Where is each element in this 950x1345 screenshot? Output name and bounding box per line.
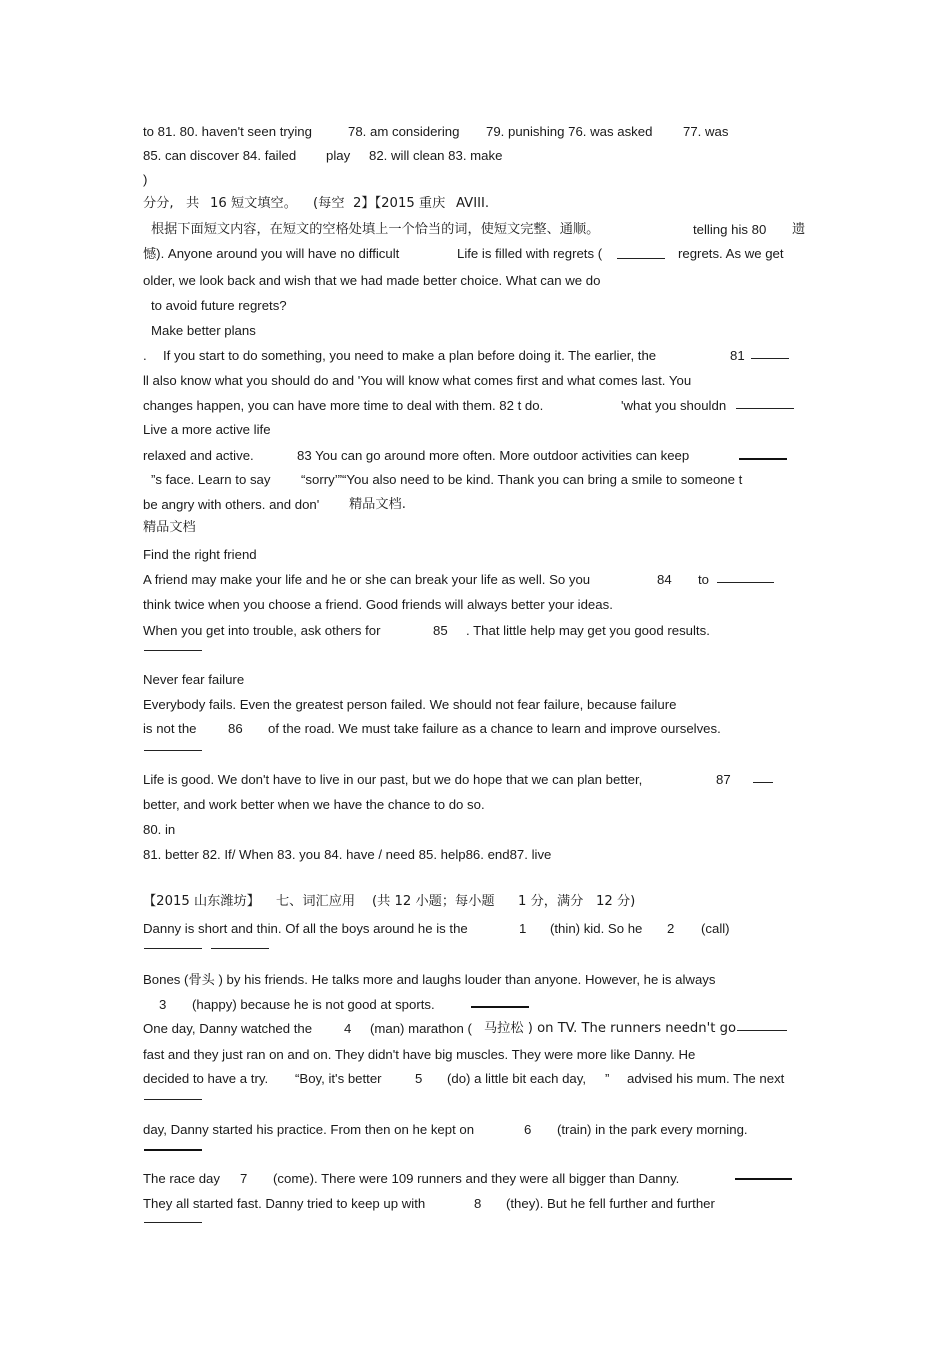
- text: A friend may make your life and he or she can break your life as well. So you: [143, 572, 591, 587]
- text: Bones (骨头 ) by his friends. He talks more and laughs louder than anyone. However, he is always: [143, 972, 716, 987]
- passage-line: to avoid future regrets?: [151, 298, 287, 313]
- text: One day, Danny watched the: [143, 1021, 313, 1036]
- text: 87: [716, 772, 731, 787]
- text: AVIII.: [456, 196, 490, 211]
- blank-line: [144, 1222, 202, 1223]
- blank-line: [144, 750, 202, 751]
- text: 根据下面短文内容，在短文的空格处填上一个恰当的词，使短文完整、通顺。: [151, 222, 600, 237]
- answer-line: 80. in: [143, 822, 176, 837]
- text: 85: [433, 623, 448, 638]
- text: advised his mum. The next: [627, 1071, 785, 1086]
- text: (每空: [313, 196, 345, 211]
- text: 1 分，满分: [518, 894, 584, 909]
- text: 2: [667, 921, 675, 936]
- text: 81: [730, 348, 745, 363]
- text: They all started fast. Danny tried to keep up with: [143, 1196, 426, 1211]
- text: 6: [524, 1122, 532, 1137]
- text: play: [326, 148, 351, 163]
- blank-line: [717, 582, 774, 583]
- passage-line: fast and they just ran on and on. They didn't have big muscles. They were more like Danny. He: [143, 1047, 696, 1062]
- answer-line: 81. better 82. If/ When 83. you 84. have / need 85. help86. end87. live: [143, 847, 552, 862]
- text: (do) a little bit each day,: [447, 1071, 587, 1086]
- blank-line: [735, 1178, 792, 1180]
- text: of the road. We must take failure as a chance to learn and improve ourselves.: [268, 721, 721, 736]
- text: (train) in the park every morning.: [557, 1122, 748, 1137]
- subheading: Find the right friend: [143, 547, 257, 562]
- text: 【2015 山东潍坊】: [143, 894, 260, 909]
- text: 5: [415, 1071, 423, 1086]
- text: 精品文档.: [349, 497, 406, 512]
- text: 8: [474, 1196, 482, 1211]
- passage-line: ll also know what you should do and 'You will know what comes first and what comes last. You: [143, 373, 692, 388]
- text: 79. punishing 76. was asked: [486, 124, 653, 139]
- text: 82. will clean 83. make: [369, 148, 503, 163]
- watermark-text: 精品文档: [143, 520, 196, 535]
- text: Life is filled with regrets (: [457, 246, 603, 261]
- text: . That little help may get you good results.: [466, 623, 710, 638]
- blank-line: [739, 458, 787, 460]
- text: (they). But he fell further and further: [506, 1196, 715, 1211]
- blank-line: [471, 1006, 529, 1008]
- text: 86: [228, 721, 243, 736]
- text: 共: [186, 196, 200, 211]
- text: ”s face. Learn to say: [151, 472, 271, 487]
- text: decided to have a try.: [143, 1071, 269, 1086]
- text: Danny is short and thin. Of all the boys around he is the: [143, 921, 468, 936]
- text: 3: [159, 997, 167, 1012]
- passage-line: better, and work better when we have the chance to do so.: [143, 797, 485, 812]
- passage-line: older, we look back and wish that we had made better choice. What can we do: [143, 273, 601, 288]
- text: 7: [240, 1171, 248, 1186]
- text: “sorry’”“You also need to be kind. Thank you can bring a smile to someone t: [301, 472, 743, 487]
- text: 4: [344, 1021, 352, 1036]
- text: 七、词汇应用: [276, 894, 356, 909]
- text: changes happen, you can have more time to deal with them. 82 t do.: [143, 398, 544, 413]
- blank-line: [144, 948, 202, 949]
- text: 遗: [792, 222, 806, 237]
- subheading: Live a more active life: [143, 422, 271, 437]
- text: (共 12 小题；每小题: [372, 894, 495, 909]
- passage-line: think twice when you choose a friend. Good friends will always better your ideas.: [143, 597, 613, 612]
- text: (call): [701, 921, 730, 936]
- text: 憾). Anyone around you will have no difficult: [143, 246, 400, 261]
- subheading: Never fear failure: [143, 672, 245, 687]
- text: “Boy, it's better: [295, 1071, 382, 1086]
- text: ”: [605, 1071, 610, 1086]
- text: to 81. 80. haven't seen trying: [143, 124, 312, 139]
- blank-line: [144, 1099, 202, 1100]
- text: 马拉松 ) on TV. The runners needn't go: [484, 1021, 737, 1036]
- text: regrets. As we get: [678, 246, 784, 261]
- passage-line: Everybody fails. Even the greatest person failed. We should not fear failure, because failure: [143, 697, 677, 712]
- text: relaxed and active.: [143, 448, 254, 463]
- text: to: [698, 572, 709, 587]
- text: (happy) because he is not good at sports.: [192, 997, 435, 1012]
- text: The race day: [143, 1171, 220, 1186]
- blank-line: [617, 258, 665, 259]
- text: 78. am considering: [348, 124, 460, 139]
- text: When you get into trouble, ask others for: [143, 623, 381, 638]
- blank-line: [736, 408, 794, 409]
- text: 83 You can go around more often. More outdoor activities can keep: [297, 448, 690, 463]
- text: telling his 80: [693, 222, 767, 237]
- text: day, Danny started his practice. From then on he kept on: [143, 1122, 475, 1137]
- text: 2】【2015 重庆: [353, 196, 446, 211]
- blank-line: [737, 1030, 787, 1031]
- text: (thin) kid. So he: [550, 921, 643, 936]
- text: be angry with others. and don': [143, 497, 320, 512]
- text: is not the: [143, 721, 197, 736]
- paren-line: ): [143, 172, 148, 187]
- blank-line: [751, 358, 789, 359]
- text: 'what you shouldn: [621, 398, 727, 413]
- text: 分分,: [143, 196, 174, 211]
- text: 84: [657, 572, 672, 587]
- text: 77. was: [683, 124, 729, 139]
- subheading: Make better plans: [151, 323, 256, 338]
- text: (man) marathon (: [370, 1021, 472, 1036]
- text: 85. can discover 84. failed: [143, 148, 297, 163]
- blank-line: [753, 782, 773, 783]
- text: Life is good. We don't have to live in our past, but we do hope that we can plan better,: [143, 772, 643, 787]
- blank-line: [144, 1149, 202, 1151]
- text: 12 分): [596, 894, 636, 909]
- text: (come). There were 109 runners and they were all bigger than Danny.: [273, 1171, 680, 1186]
- blank-line: [144, 650, 202, 651]
- text: 1: [519, 921, 527, 936]
- text: .: [143, 348, 147, 363]
- text: 16 短文填空。: [210, 196, 297, 211]
- blank-line: [211, 948, 269, 949]
- text: If you start to do something, you need to make a plan before doing it. The earlier, the: [163, 348, 657, 363]
